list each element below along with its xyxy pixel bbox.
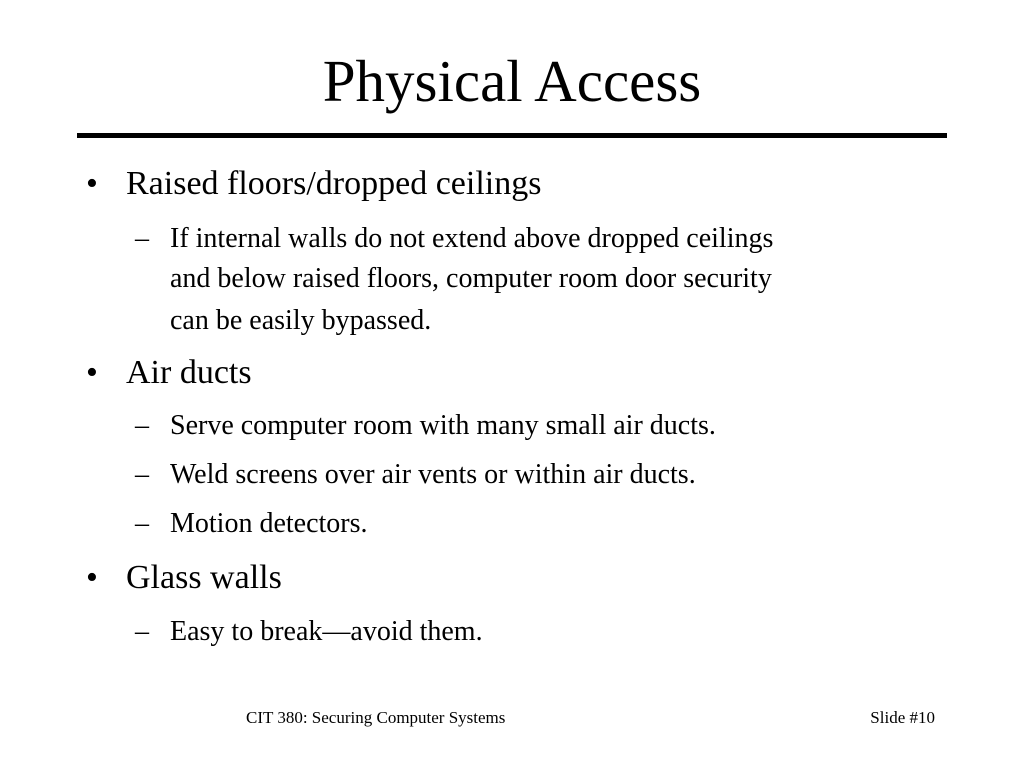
sub-bullet-item: [135, 219, 774, 259]
sub-bullet-text-line: Weld screens over air vents or within air ducts.: [170, 459, 696, 490]
sub-bullet-item: [135, 406, 716, 446]
sub-bullet-continuation: [170, 259, 772, 299]
bullet-marker: •: [86, 559, 98, 596]
bullet-text: Glass walls: [126, 559, 282, 596]
sub-bullet-text-line: and below raised floors, computer room door security: [170, 263, 772, 294]
bullet-item: [86, 558, 282, 598]
sub-bullet-item: [135, 455, 696, 495]
sub-bullet-text-line: can be easily bypassed.: [170, 305, 432, 336]
dash-marker: –: [135, 508, 149, 539]
sub-bullet-item: [135, 504, 368, 544]
dash-marker: –: [135, 223, 149, 254]
sub-bullet-text-line: Motion detectors.: [170, 508, 368, 539]
bullet-item: [86, 164, 542, 204]
slide-title: Physical Access: [322, 48, 702, 114]
bullet-marker: •: [86, 165, 98, 202]
footer-course-title: CIT 380: Securing Computer Systems: [246, 708, 506, 727]
sub-bullet-item: [135, 612, 483, 652]
dash-marker: –: [135, 616, 149, 647]
bullet-item: [86, 353, 252, 393]
sub-bullet-text-line: If internal walls do not extend above dropped ceilings: [170, 223, 774, 254]
footer-slide-number: Slide #10: [870, 708, 935, 727]
sub-bullet-continuation: [170, 301, 431, 341]
dash-marker: –: [135, 459, 149, 490]
sub-bullet-text-line: Easy to break—avoid them.: [170, 616, 483, 647]
bullet-marker: •: [86, 354, 98, 391]
dash-marker: –: [135, 410, 149, 441]
bullet-text: Air ducts: [126, 354, 252, 391]
sub-bullet-text-line: Serve computer room with many small air ducts.: [170, 410, 716, 441]
bullet-text: Raised floors/dropped ceilings: [126, 165, 542, 202]
